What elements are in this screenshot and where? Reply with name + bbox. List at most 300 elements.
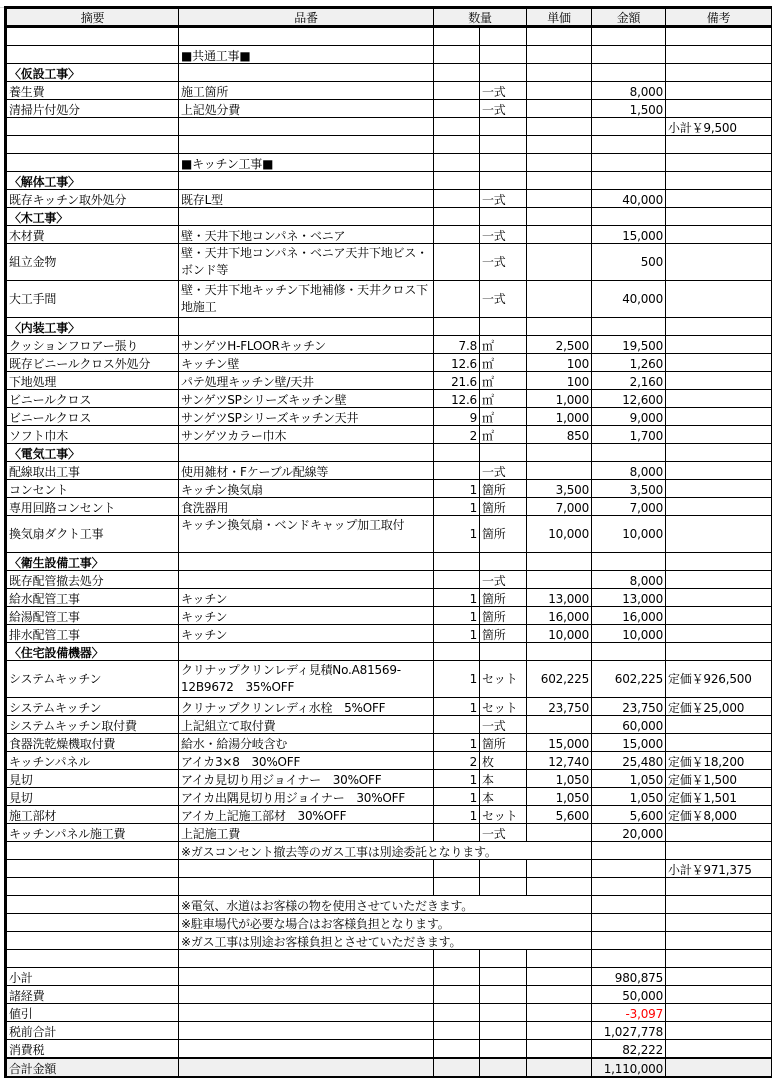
remarks-cell[interactable] <box>666 462 772 480</box>
pretax-value[interactable]: 1,027,778 <box>592 1022 666 1040</box>
cell[interactable] <box>592 860 666 878</box>
unit-cell[interactable] <box>480 208 527 226</box>
cell[interactable] <box>480 896 527 914</box>
quantity-cell[interactable] <box>434 571 480 589</box>
remarks-cell[interactable] <box>666 281 772 318</box>
remarks-cell[interactable] <box>666 716 772 734</box>
cell[interactable] <box>6 896 179 914</box>
amount-cell[interactable]: 1,050 <box>592 770 666 788</box>
summary-cell[interactable]: コンセント <box>6 480 179 498</box>
summary-cell[interactable]: ビニールクロス <box>6 408 179 426</box>
note-note2[interactable]: ※駐車場代が必要な場合はお客様負担となります。 <box>179 914 434 932</box>
remarks-cell[interactable] <box>666 82 772 100</box>
quantity-cell[interactable]: 1 <box>434 625 480 643</box>
cell[interactable] <box>480 1058 527 1077</box>
summary-cell[interactable]: 給湯配管工事 <box>6 607 179 625</box>
kitchen-subtotal[interactable]: 小計￥971,375 <box>666 860 772 878</box>
unit-price-cell[interactable] <box>527 318 592 336</box>
amount-cell[interactable]: 1,500 <box>592 100 666 118</box>
unit-price-cell[interactable] <box>527 571 592 589</box>
cell[interactable] <box>527 914 592 932</box>
summary-cell[interactable]: システムキッチン <box>6 698 179 716</box>
cell[interactable] <box>179 878 434 896</box>
remarks-cell[interactable] <box>666 589 772 607</box>
discount-value[interactable]: -3,097 <box>592 1004 666 1022</box>
amount-cell[interactable]: 8,000 <box>592 462 666 480</box>
amount-cell[interactable]: 13,000 <box>592 589 666 607</box>
amount-cell[interactable]: 500 <box>592 244 666 281</box>
category-heading[interactable]: 〈衛生設備工事〉 <box>6 553 179 571</box>
amount-cell[interactable] <box>592 444 666 462</box>
item-cell[interactable]: アイカ3×8 30%OFF <box>179 752 434 770</box>
item-cell[interactable]: アイカ見切り用ジョイナー 30%OFF <box>179 770 434 788</box>
unit-cell[interactable]: 一式 <box>480 244 527 281</box>
cell[interactable] <box>480 1022 527 1040</box>
amount-cell[interactable]: 7,000 <box>592 498 666 516</box>
amount-cell[interactable]: 25,480 <box>592 752 666 770</box>
unit-cell[interactable]: セット <box>480 661 527 698</box>
unit-cell[interactable]: 一式 <box>480 716 527 734</box>
summary-cell[interactable]: 大工手間 <box>6 281 179 318</box>
note-gas-outsourced[interactable]: ※ガスコンセント撤去等のガス工事は別途委託となります。 <box>179 842 434 860</box>
cell[interactable] <box>527 1040 592 1059</box>
unit-cell[interactable]: セット <box>480 806 527 824</box>
cell[interactable] <box>527 950 592 968</box>
cell[interactable] <box>179 860 434 878</box>
amount-cell[interactable]: 3,500 <box>592 480 666 498</box>
unit-cell[interactable]: 一式 <box>480 100 527 118</box>
remarks-cell[interactable] <box>666 444 772 462</box>
summary-cell[interactable]: システムキッチン取付費 <box>6 716 179 734</box>
amount-cell[interactable]: 20,000 <box>592 824 666 842</box>
remarks-cell[interactable] <box>666 498 772 516</box>
unit-price-cell[interactable] <box>527 244 592 281</box>
quantity-cell[interactable]: 9 <box>434 408 480 426</box>
grand-total-value[interactable]: 1,110,000 <box>592 1058 666 1077</box>
item-cell[interactable] <box>179 208 434 226</box>
cell[interactable] <box>480 136 527 154</box>
unit-price-cell[interactable]: 7,000 <box>527 498 592 516</box>
item-cell[interactable]: キッチン換気扇 <box>179 480 434 498</box>
item-cell[interactable]: サンゲツH-FLOORキッチン <box>179 336 434 354</box>
cell[interactable] <box>666 914 772 932</box>
summary-cell[interactable]: システムキッチン <box>6 661 179 698</box>
cell[interactable] <box>666 27 772 46</box>
quantity-cell[interactable]: 21.6 <box>434 372 480 390</box>
unit-cell[interactable]: 箇所 <box>480 516 527 553</box>
remarks-cell[interactable] <box>666 208 772 226</box>
cell[interactable] <box>434 968 480 986</box>
amount-cell[interactable]: 10,000 <box>592 516 666 553</box>
unit-cell[interactable]: 箇所 <box>480 625 527 643</box>
remarks-cell[interactable] <box>666 372 772 390</box>
remarks-cell[interactable] <box>666 226 772 244</box>
amount-cell[interactable]: 60,000 <box>592 716 666 734</box>
cell[interactable] <box>179 27 434 46</box>
unit-price-cell[interactable]: 12,740 <box>527 752 592 770</box>
remarks-cell[interactable] <box>666 607 772 625</box>
unit-price-cell[interactable] <box>527 208 592 226</box>
amount-cell[interactable]: 602,225 <box>592 661 666 698</box>
remarks-cell[interactable] <box>666 354 772 372</box>
remarks-cell[interactable] <box>666 100 772 118</box>
cell[interactable] <box>527 878 592 896</box>
quantity-cell[interactable]: 1 <box>434 607 480 625</box>
unit-cell[interactable] <box>480 172 527 190</box>
item-cell[interactable]: 壁・天井下地コンパネ・ベニア <box>179 226 434 244</box>
remarks-cell[interactable]: 定価￥18,200 <box>666 752 772 770</box>
item-cell[interactable]: 壁・天井下地コンパネ・ベニア天井下地ビス・ボンド等 <box>179 244 434 281</box>
remarks-cell[interactable] <box>666 516 772 553</box>
cell[interactable] <box>527 968 592 986</box>
cell[interactable] <box>666 896 772 914</box>
item-cell[interactable]: 上記施工費 <box>179 824 434 842</box>
unit-cell[interactable]: 本 <box>480 770 527 788</box>
cell[interactable] <box>480 1040 527 1059</box>
summary-cell[interactable]: キッチンパネル施工費 <box>6 824 179 842</box>
quantity-cell[interactable] <box>434 553 480 571</box>
category-heading[interactable]: 〈解体工事〉 <box>6 172 179 190</box>
unit-price-cell[interactable] <box>527 281 592 318</box>
quantity-cell[interactable] <box>434 281 480 318</box>
amount-cell[interactable] <box>592 643 666 661</box>
summary-cell[interactable]: 専用回路コンセント <box>6 498 179 516</box>
cell[interactable] <box>527 1022 592 1040</box>
cell[interactable] <box>434 154 480 172</box>
remarks-cell[interactable] <box>666 824 772 842</box>
unit-cell[interactable]: 一式 <box>480 462 527 480</box>
remarks-cell[interactable]: 定価￥1,500 <box>666 770 772 788</box>
cell[interactable] <box>592 914 666 932</box>
item-cell[interactable]: 給水・給湯分岐含む <box>179 734 434 752</box>
subtotal-value[interactable]: 980,875 <box>592 968 666 986</box>
cell[interactable] <box>592 154 666 172</box>
unit-price-cell[interactable]: 1,050 <box>527 788 592 806</box>
quantity-cell[interactable]: 1 <box>434 770 480 788</box>
item-cell[interactable]: クリナップクリンレディ水栓 5%OFF <box>179 698 434 716</box>
cell[interactable] <box>666 1004 772 1022</box>
unit-price-cell[interactable]: 16,000 <box>527 607 592 625</box>
summary-cell[interactable]: 給水配管工事 <box>6 589 179 607</box>
summary-cell[interactable]: 木材費 <box>6 226 179 244</box>
unit-price-cell[interactable] <box>527 64 592 82</box>
unit-cell[interactable]: ㎡ <box>480 372 527 390</box>
cell[interactable] <box>527 842 592 860</box>
cell[interactable] <box>179 950 434 968</box>
quantity-cell[interactable] <box>434 444 480 462</box>
amount-cell[interactable]: 8,000 <box>592 571 666 589</box>
unit-cell[interactable] <box>480 444 527 462</box>
cell[interactable] <box>666 950 772 968</box>
unit-price-cell[interactable] <box>527 643 592 661</box>
unit-cell[interactable] <box>480 64 527 82</box>
unit-price-cell[interactable] <box>527 716 592 734</box>
cell[interactable] <box>480 154 527 172</box>
unit-price-cell[interactable]: 100 <box>527 372 592 390</box>
section-title-common[interactable]: ■共通工事■ <box>179 46 434 64</box>
amount-cell[interactable]: 2,160 <box>592 372 666 390</box>
cell[interactable] <box>434 950 480 968</box>
cell[interactable] <box>592 136 666 154</box>
quantity-cell[interactable] <box>434 824 480 842</box>
category-heading[interactable]: 〈住宅設備機器〉 <box>6 643 179 661</box>
unit-price-cell[interactable] <box>527 172 592 190</box>
remarks-cell[interactable] <box>666 625 772 643</box>
unit-cell[interactable] <box>480 553 527 571</box>
summary-cell[interactable]: 既存配管撤去処分 <box>6 571 179 589</box>
unit-price-cell[interactable]: 1,050 <box>527 770 592 788</box>
unit-cell[interactable]: 一式 <box>480 824 527 842</box>
quantity-cell[interactable] <box>434 118 480 136</box>
unit-cell[interactable]: 一式 <box>480 82 527 100</box>
remarks-cell[interactable] <box>666 643 772 661</box>
item-cell[interactable]: 壁・天井下地キッチン下地補修・天井クロス下地施工 <box>179 281 434 318</box>
unit-price-cell[interactable]: 2,500 <box>527 336 592 354</box>
amount-cell[interactable]: 16,000 <box>592 607 666 625</box>
unit-cell[interactable]: 箇所 <box>480 480 527 498</box>
summary-cell[interactable]: 組立金物 <box>6 244 179 281</box>
item-cell[interactable]: パテ処理キッチン壁/天井 <box>179 372 434 390</box>
cell[interactable] <box>179 1022 434 1040</box>
quantity-cell[interactable]: 1 <box>434 661 480 698</box>
quantity-cell[interactable]: 12.6 <box>434 354 480 372</box>
cell[interactable] <box>527 896 592 914</box>
discount-label[interactable]: 値引 <box>6 1004 179 1022</box>
unit-cell[interactable] <box>480 643 527 661</box>
item-cell[interactable]: 既存L型 <box>179 190 434 208</box>
amount-cell[interactable]: 8,000 <box>592 82 666 100</box>
unit-cell[interactable]: 本 <box>480 788 527 806</box>
remarks-cell[interactable]: 定価￥1,501 <box>666 788 772 806</box>
cell[interactable] <box>666 986 772 1004</box>
unit-price-cell[interactable]: 1,000 <box>527 408 592 426</box>
quantity-cell[interactable] <box>434 643 480 661</box>
quantity-cell[interactable]: 1 <box>434 698 480 716</box>
item-cell[interactable]: キッチン壁 <box>179 354 434 372</box>
unit-cell[interactable]: 一式 <box>480 190 527 208</box>
item-cell[interactable]: キッチン <box>179 625 434 643</box>
amount-cell[interactable] <box>592 64 666 82</box>
unit-price-cell[interactable]: 23,750 <box>527 698 592 716</box>
cell[interactable] <box>434 1058 480 1077</box>
cell[interactable] <box>6 27 179 46</box>
summary-cell[interactable]: 施工部材 <box>6 806 179 824</box>
amount-cell[interactable]: 1,050 <box>592 788 666 806</box>
quantity-cell[interactable] <box>434 64 480 82</box>
unit-price-cell[interactable] <box>527 100 592 118</box>
summary-cell[interactable]: 食器洗乾燥機取付費 <box>6 734 179 752</box>
cell[interactable] <box>666 136 772 154</box>
cell[interactable] <box>527 46 592 64</box>
unit-price-cell[interactable] <box>527 82 592 100</box>
unit-price-cell[interactable]: 602,225 <box>527 661 592 698</box>
unit-cell[interactable]: 一式 <box>480 281 527 318</box>
quantity-cell[interactable]: 1 <box>434 516 480 553</box>
summary-cell[interactable]: 排水配管工事 <box>6 625 179 643</box>
unit-cell[interactable]: 箇所 <box>480 589 527 607</box>
item-cell[interactable]: 上記処分費 <box>179 100 434 118</box>
item-cell[interactable] <box>179 172 434 190</box>
cell[interactable] <box>527 986 592 1004</box>
remarks-cell[interactable] <box>666 318 772 336</box>
category-heading[interactable]: 〈電気工事〉 <box>6 444 179 462</box>
amount-cell[interactable]: 12,600 <box>592 390 666 408</box>
amount-cell[interactable] <box>592 118 666 136</box>
unit-price-cell[interactable] <box>527 462 592 480</box>
cell[interactable] <box>666 1022 772 1040</box>
item-cell[interactable]: アイカ出隅見切り用ジョイナー 30%OFF <box>179 788 434 806</box>
tax-label[interactable]: 消費税 <box>6 1040 179 1059</box>
unit-cell[interactable]: 枚 <box>480 752 527 770</box>
cell[interactable] <box>179 1040 434 1059</box>
cell[interactable] <box>179 968 434 986</box>
amount-cell[interactable]: 40,000 <box>592 281 666 318</box>
unit-cell[interactable]: ㎡ <box>480 336 527 354</box>
category-heading[interactable]: 〈内装工事〉 <box>6 318 179 336</box>
amount-cell[interactable]: 5,600 <box>592 806 666 824</box>
cell[interactable] <box>666 878 772 896</box>
cell[interactable] <box>666 154 772 172</box>
quantity-cell[interactable]: 1 <box>434 498 480 516</box>
quantity-cell[interactable]: 1 <box>434 480 480 498</box>
cell[interactable] <box>666 1058 772 1077</box>
cell[interactable] <box>434 860 480 878</box>
unit-cell[interactable]: ㎡ <box>480 426 527 444</box>
item-cell[interactable]: アイカ上記施工部材 30%OFF <box>179 806 434 824</box>
summary-cell[interactable]: ビニールクロス <box>6 390 179 408</box>
cell[interactable] <box>480 968 527 986</box>
cell[interactable] <box>527 1004 592 1022</box>
cell[interactable] <box>527 136 592 154</box>
overhead-value[interactable]: 50,000 <box>592 986 666 1004</box>
amount-cell[interactable]: 19,500 <box>592 336 666 354</box>
cell[interactable] <box>527 932 592 950</box>
unit-cell[interactable]: ㎡ <box>480 354 527 372</box>
remarks-cell[interactable] <box>666 190 772 208</box>
category-heading[interactable]: 〈木工事〉 <box>6 208 179 226</box>
quantity-cell[interactable] <box>434 244 480 281</box>
cell[interactable] <box>6 154 179 172</box>
item-cell[interactable] <box>179 444 434 462</box>
unit-price-cell[interactable]: 13,000 <box>527 589 592 607</box>
remarks-cell[interactable]: 定価￥8,000 <box>666 806 772 824</box>
cell[interactable] <box>592 932 666 950</box>
amount-cell[interactable]: 23,750 <box>592 698 666 716</box>
cell[interactable] <box>434 27 480 46</box>
remarks-cell[interactable] <box>666 553 772 571</box>
cell[interactable] <box>434 1004 480 1022</box>
item-cell[interactable] <box>179 643 434 661</box>
cell[interactable] <box>480 860 527 878</box>
cell[interactable] <box>179 986 434 1004</box>
cell[interactable] <box>666 968 772 986</box>
unit-cell[interactable]: 箇所 <box>480 607 527 625</box>
cell[interactable] <box>179 136 434 154</box>
summary-cell[interactable]: 清掃片付処分 <box>6 100 179 118</box>
cell[interactable] <box>480 878 527 896</box>
cell[interactable] <box>434 136 480 154</box>
remarks-cell[interactable]: 定価￥25,000 <box>666 698 772 716</box>
unit-price-cell[interactable]: 10,000 <box>527 625 592 643</box>
pretax-label[interactable]: 税前合計 <box>6 1022 179 1040</box>
summary-cell[interactable]: ソフト巾木 <box>6 426 179 444</box>
item-cell[interactable] <box>179 571 434 589</box>
remarks-cell[interactable] <box>666 390 772 408</box>
item-cell[interactable]: サンゲツカラー巾木 <box>179 426 434 444</box>
cell[interactable] <box>592 950 666 968</box>
unit-cell[interactable]: ㎡ <box>480 408 527 426</box>
quantity-cell[interactable] <box>434 208 480 226</box>
cell[interactable] <box>6 860 179 878</box>
amount-cell[interactable] <box>592 208 666 226</box>
unit-cell[interactable] <box>480 118 527 136</box>
amount-cell[interactable]: 1,700 <box>592 426 666 444</box>
unit-price-cell[interactable]: 3,500 <box>527 480 592 498</box>
note-note1[interactable]: ※電気、水道はお客様の物を使用させていただきます。 <box>179 896 434 914</box>
cell[interactable] <box>666 1040 772 1059</box>
quantity-cell[interactable] <box>434 462 480 480</box>
cell[interactable] <box>480 986 527 1004</box>
summary-cell[interactable]: キッチンパネル <box>6 752 179 770</box>
amount-cell[interactable]: 10,000 <box>592 625 666 643</box>
unit-price-cell[interactable]: 1,000 <box>527 390 592 408</box>
cell[interactable] <box>6 878 179 896</box>
quantity-cell[interactable]: 2 <box>434 752 480 770</box>
quantity-cell[interactable] <box>434 82 480 100</box>
unit-price-cell[interactable] <box>527 190 592 208</box>
unit-cell[interactable]: 箇所 <box>480 734 527 752</box>
quantity-cell[interactable]: 7.8 <box>434 336 480 354</box>
unit-price-cell[interactable]: 850 <box>527 426 592 444</box>
remarks-cell[interactable]: 小計￥9,500 <box>666 118 772 136</box>
cell[interactable] <box>6 46 179 64</box>
remarks-cell[interactable] <box>666 408 772 426</box>
cell[interactable] <box>6 932 179 950</box>
summary-cell[interactable]: 養生費 <box>6 82 179 100</box>
amount-cell[interactable] <box>592 172 666 190</box>
unit-price-cell[interactable] <box>527 444 592 462</box>
unit-price-cell[interactable]: 100 <box>527 354 592 372</box>
quantity-cell[interactable]: 1 <box>434 589 480 607</box>
item-cell[interactable]: サンゲツSPシリーズキッチン壁 <box>179 390 434 408</box>
cell[interactable] <box>666 46 772 64</box>
quantity-cell[interactable] <box>434 716 480 734</box>
amount-cell[interactable]: 1,260 <box>592 354 666 372</box>
unit-cell[interactable]: 一式 <box>480 571 527 589</box>
remarks-cell[interactable] <box>666 244 772 281</box>
amount-cell[interactable] <box>592 318 666 336</box>
item-cell[interactable]: 施工箇所 <box>179 82 434 100</box>
remarks-cell[interactable] <box>666 426 772 444</box>
grand-total-label[interactable]: 合計金額 <box>6 1058 179 1077</box>
item-cell[interactable] <box>179 118 434 136</box>
summary-cell[interactable]: 換気扇ダクト工事 <box>6 516 179 553</box>
unit-cell[interactable]: 箇所 <box>480 498 527 516</box>
item-cell[interactable]: キッチン換気扇・ベンドキャップ加工取付 <box>179 516 434 553</box>
unit-price-cell[interactable] <box>527 118 592 136</box>
cell[interactable] <box>666 842 772 860</box>
quantity-cell[interactable]: 2 <box>434 426 480 444</box>
section-title-kitchen[interactable]: ■キッチン工事■ <box>179 154 434 172</box>
cell[interactable] <box>434 1040 480 1059</box>
cell[interactable] <box>434 46 480 64</box>
quantity-cell[interactable] <box>434 100 480 118</box>
unit-price-cell[interactable]: 5,600 <box>527 806 592 824</box>
quantity-cell[interactable]: 1 <box>434 806 480 824</box>
quantity-cell[interactable] <box>434 226 480 244</box>
category-heading[interactable]: 〈仮設工事〉 <box>6 64 179 82</box>
amount-cell[interactable]: 40,000 <box>592 190 666 208</box>
